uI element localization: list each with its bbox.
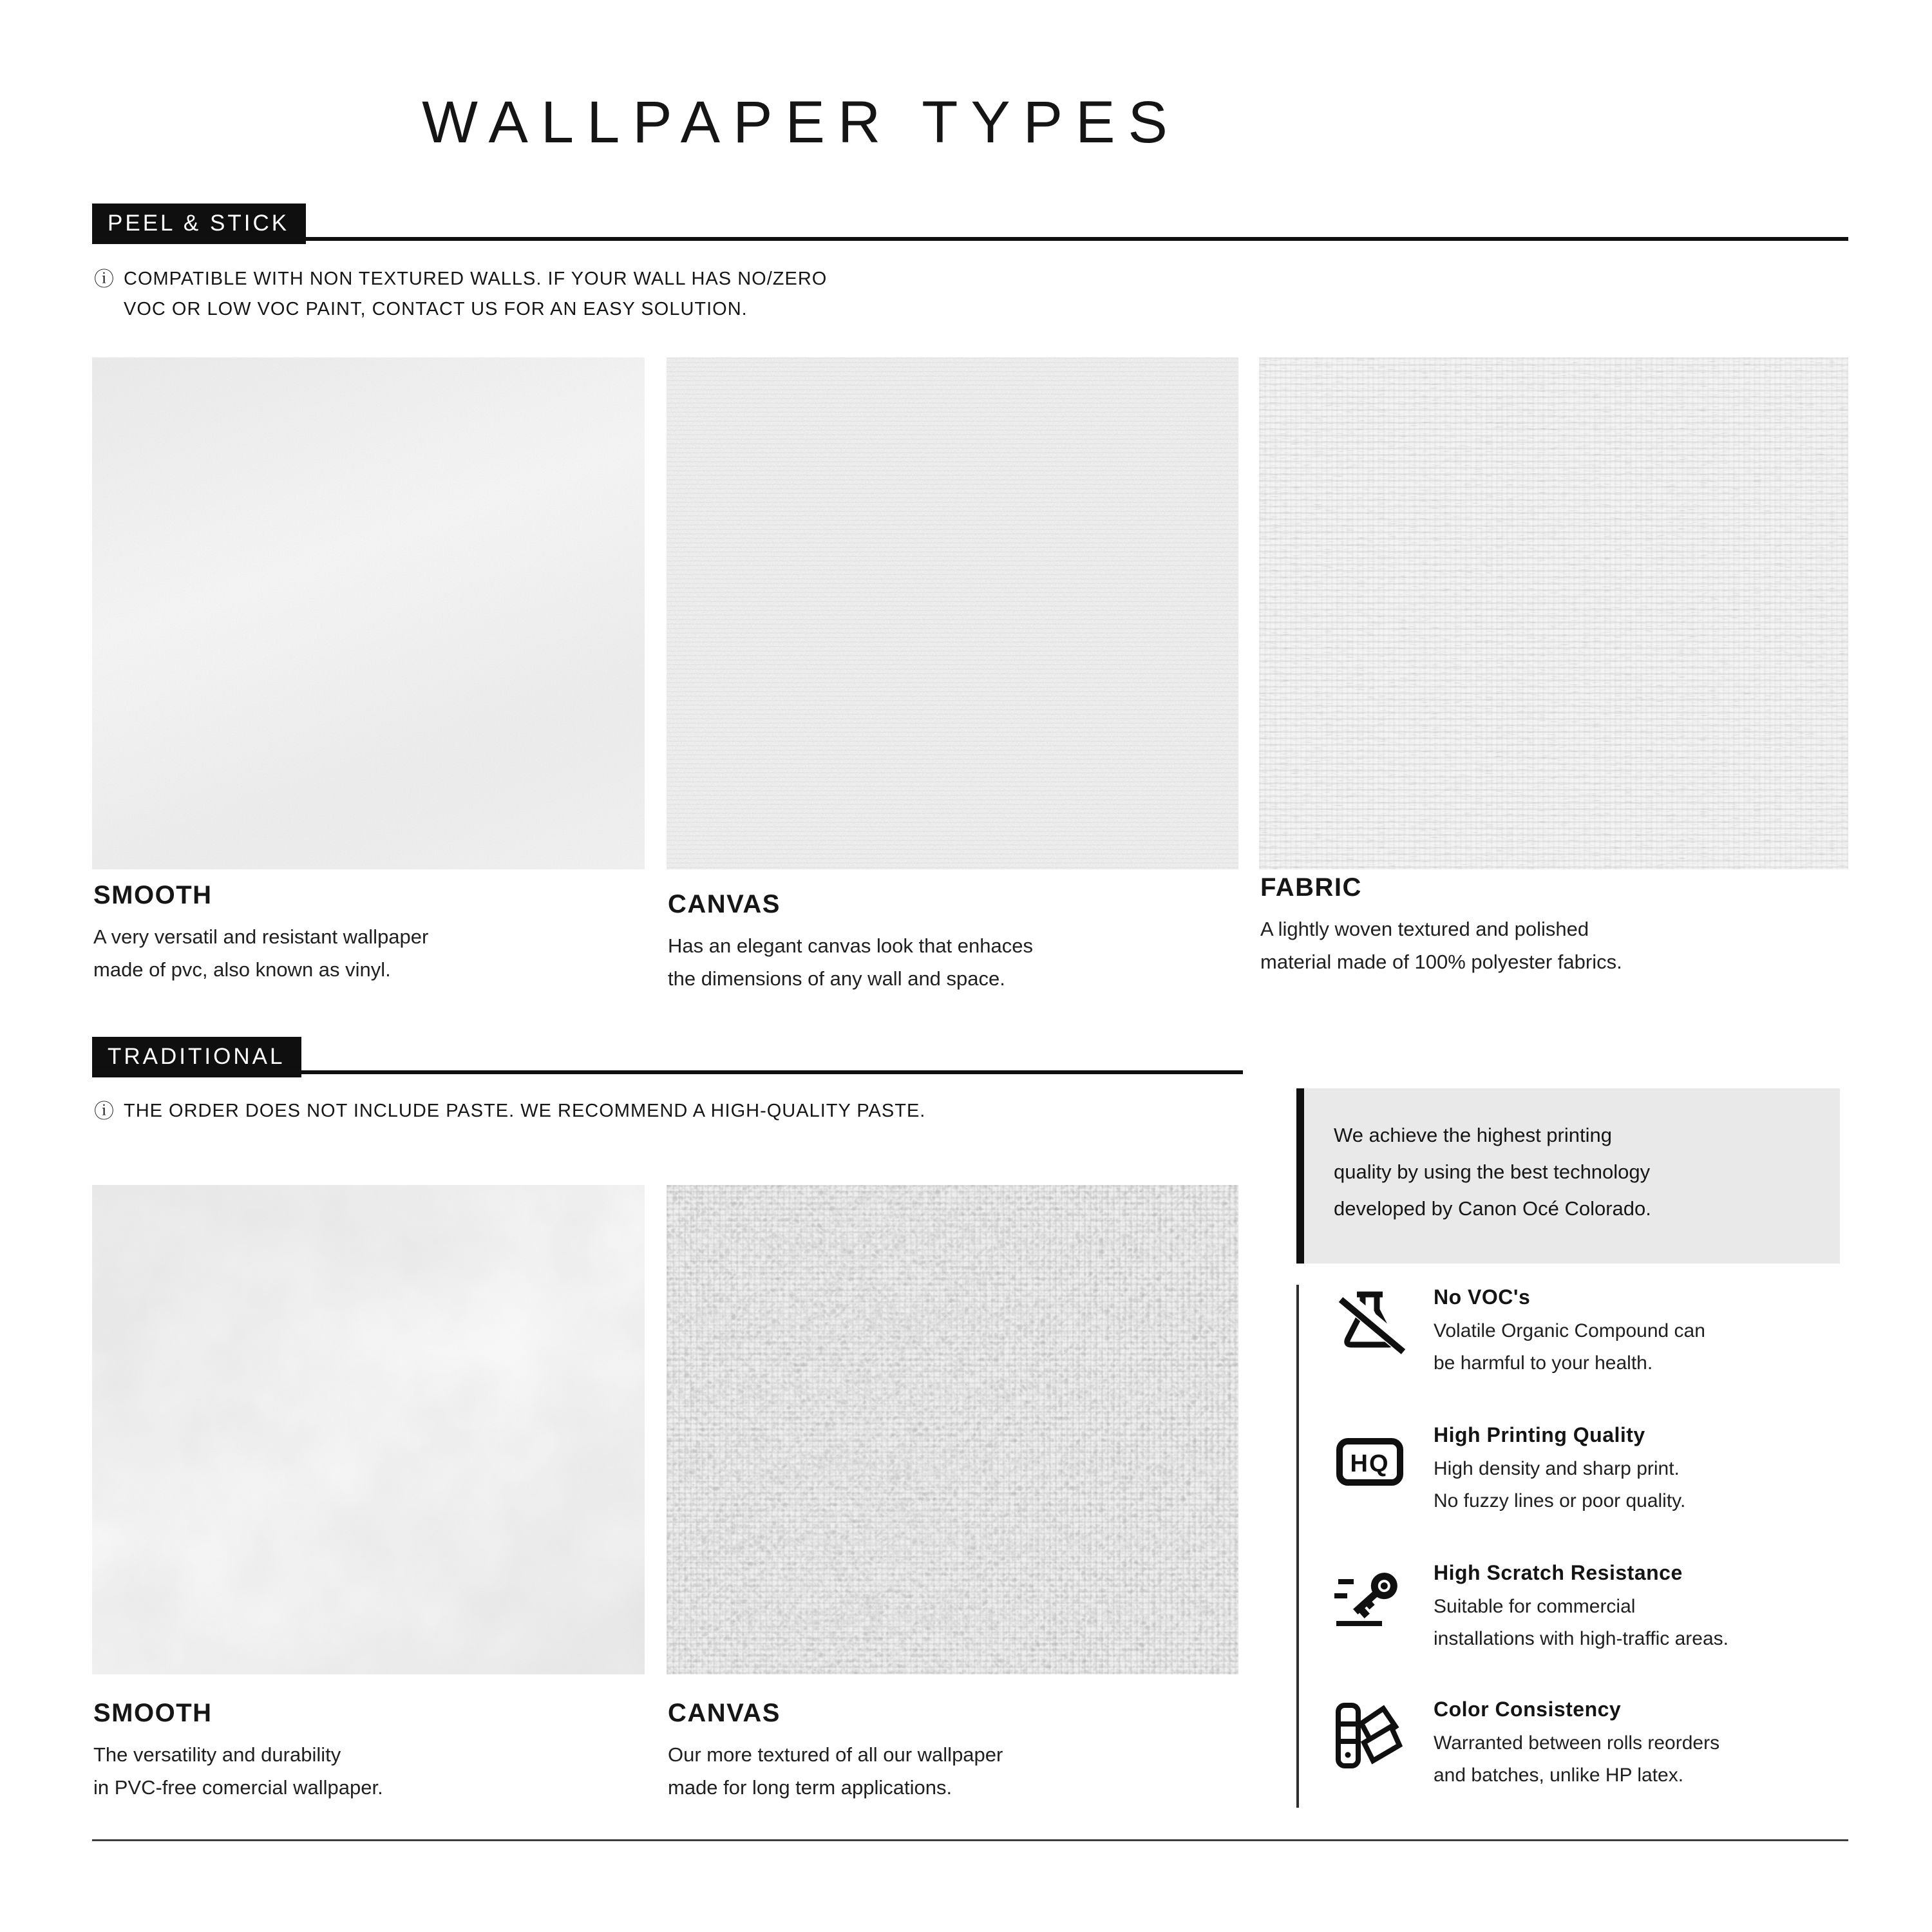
feature-title: High Scratch Resistance — [1434, 1561, 1683, 1584]
desc-line: be harmful to your health. — [1434, 1352, 1653, 1374]
callout-line-1: We achieve the highest printing — [1334, 1124, 1612, 1146]
swatch-description — [1260, 913, 1866, 978]
feature-title: High Printing Quality — [1434, 1423, 1645, 1446]
desc-line: made for long term applications. — [668, 1776, 952, 1799]
desc-line: installations with high-traffic areas. — [1434, 1628, 1728, 1649]
callout-line-2: quality by using the best technology — [1334, 1160, 1651, 1183]
section-rule-peel-stick — [92, 237, 1848, 241]
texture-swatch-peel-smooth — [92, 357, 645, 869]
swatch-description — [668, 1738, 1273, 1804]
page-bottom-rule — [92, 1839, 1848, 1841]
texture-swatch-peel-fabric — [1259, 357, 1848, 869]
swatch-description — [93, 1738, 686, 1804]
caption-peel-canvas — [668, 890, 1273, 995]
weave-pattern — [667, 1185, 1238, 1674]
feature-high-scratch-resistance — [1332, 1561, 1866, 1655]
feature-description — [1434, 1591, 1728, 1655]
swatch-title: CANVAS — [668, 890, 781, 918]
desc-line: Our more textured of all our wallpaper — [668, 1743, 1003, 1766]
swatch-description — [668, 929, 1273, 995]
section-rule-traditional — [92, 1070, 1243, 1074]
callout-line-3: developed by Canon Océ Colorado. — [1334, 1197, 1651, 1220]
desc-line: made of pvc, also known as vinyl. — [93, 958, 391, 981]
desc-line: High density and sharp print. — [1434, 1458, 1680, 1479]
peel-stick-note — [94, 264, 827, 325]
smooth-texture-image — [92, 357, 645, 869]
feature-text — [1434, 1698, 1719, 1792]
smooth-paper-texture-image — [92, 1185, 645, 1674]
swatch-description — [93, 920, 686, 986]
texture-swatch-traditional-canvas — [667, 1185, 1238, 1674]
desc-line: material made of 100% polyester fabrics. — [1260, 951, 1622, 973]
desc-line: Has an elegant canvas look that enhaces — [668, 934, 1033, 957]
swatch-title: SMOOTH — [93, 881, 213, 909]
desc-line: Volatile Organic Compound can — [1434, 1320, 1705, 1341]
hq-badge-icon — [1332, 1426, 1408, 1497]
section-label-peel-stick: PEEL & STICK — [92, 204, 306, 244]
feature-description — [1434, 1727, 1719, 1792]
desc-line: in PVC-free comercial wallpaper. — [93, 1776, 383, 1799]
desc-line: Warranted between rolls reorders — [1434, 1732, 1720, 1754]
feature-text — [1434, 1423, 1685, 1517]
note-line-1: COMPATIBLE WITH NON TEXTURED WALLS. IF YOUR WALL HAS NO/ZERO — [124, 269, 828, 289]
desc-line: The versatility and durability — [93, 1743, 341, 1766]
desc-line: No fuzzy lines or poor quality. — [1434, 1490, 1686, 1511]
info-icon: ⓘ — [94, 1100, 115, 1122]
page-title: WALLPAPER TYPES — [422, 90, 1180, 155]
note-line-2: VOC OR LOW VOC PAINT, CONTACT US FOR AN EASY SOLUTION. — [124, 299, 748, 319]
feature-description — [1434, 1453, 1685, 1517]
color-swatchbook-icon — [1332, 1700, 1408, 1771]
texture-swatch-peel-canvas — [667, 357, 1238, 869]
section-label-traditional: TRADITIONAL — [92, 1037, 301, 1077]
info-icon: ⓘ — [94, 268, 115, 290]
note-text: THE ORDER DOES NOT INCLUDE PASTE. WE RECOMMEND A HIGH-QUALITY PASTE. — [124, 1101, 926, 1121]
desc-line: Suitable for commercial — [1434, 1596, 1636, 1617]
feature-color-consistency — [1332, 1698, 1866, 1792]
caption-traditional-smooth — [93, 1699, 686, 1804]
note-text — [124, 264, 827, 325]
traditional-note — [94, 1096, 925, 1126]
no-voc-flask-icon — [1332, 1288, 1408, 1359]
printing-quality-callout — [1296, 1088, 1840, 1264]
feature-no-voc — [1332, 1285, 1866, 1379]
swatch-title: CANVAS — [668, 1699, 781, 1727]
feature-title: Color Consistency — [1434, 1698, 1622, 1721]
texture-swatch-traditional-smooth — [92, 1185, 645, 1674]
weave-pattern — [1259, 357, 1848, 869]
feature-text — [1434, 1561, 1728, 1655]
swatch-title: FABRIC — [1260, 873, 1362, 902]
desc-line: A very versatil and resistant wallpaper — [93, 925, 429, 948]
desc-line: A lightly woven textured and polished — [1260, 918, 1589, 940]
swatch-title: SMOOTH — [93, 1699, 213, 1727]
desc-line: and batches, unlike HP latex. — [1434, 1765, 1684, 1786]
weave-pattern — [667, 357, 1238, 869]
feature-high-printing-quality — [1332, 1423, 1866, 1517]
key-scratch-icon — [1332, 1564, 1408, 1634]
caption-peel-fabric — [1260, 873, 1866, 978]
feature-title: No VOC's — [1434, 1285, 1531, 1309]
svg-text:HQ: HQ — [1350, 1450, 1390, 1477]
caption-peel-smooth — [93, 881, 686, 986]
desc-line: the dimensions of any wall and space. — [668, 967, 1005, 990]
features-divider-line — [1296, 1285, 1299, 1808]
feature-text — [1434, 1285, 1705, 1379]
caption-traditional-canvas — [668, 1699, 1273, 1804]
feature-description — [1434, 1315, 1705, 1379]
